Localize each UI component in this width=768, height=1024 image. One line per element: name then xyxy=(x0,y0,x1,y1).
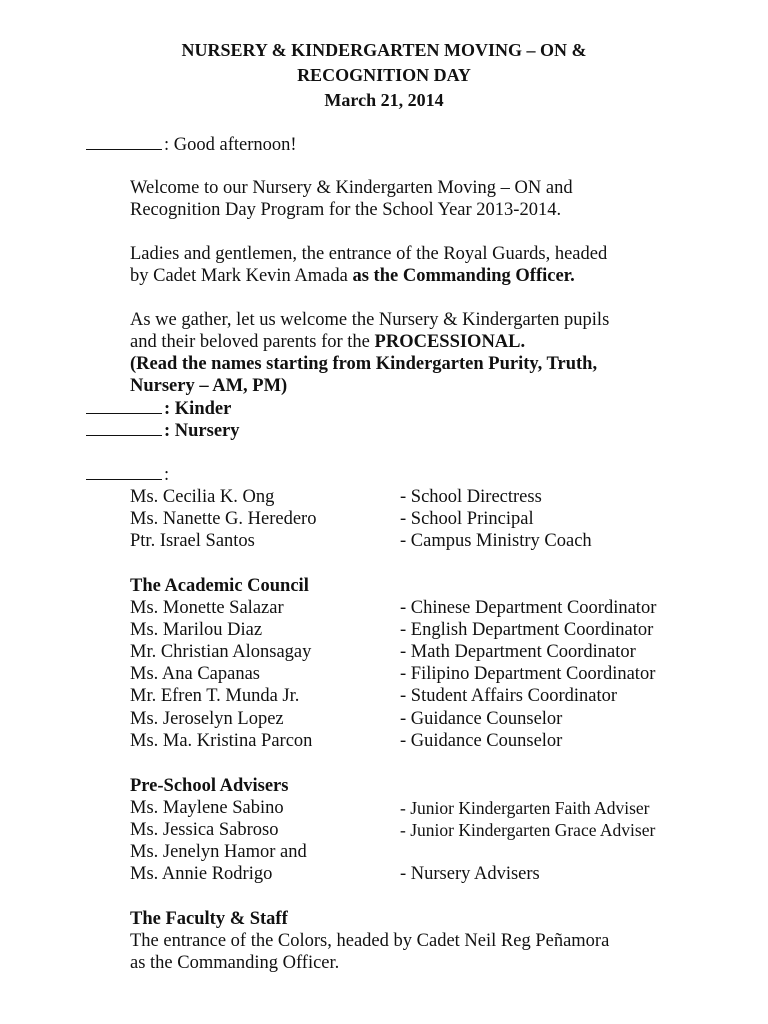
gather-line-1: As we gather, let us welcome the Nursery & Kindergarten pupils xyxy=(130,310,610,330)
adviser-name: Ms. Jenelyn Hamor and xyxy=(130,842,307,862)
council-member-name: Mr. Efren T. Munda Jr. xyxy=(130,686,300,706)
title-line-1: NURSERY & KINDERGARTEN MOVING – ON & xyxy=(181,40,587,60)
processional-note-2: Nursery – AM, PM) xyxy=(130,376,288,396)
council-member-name: Ms. Ma. Kristina Parcon xyxy=(130,731,313,751)
colors-line-2: as the Commanding Officer. xyxy=(130,953,340,973)
official-role: - Campus Ministry Coach xyxy=(400,531,592,551)
blank-line xyxy=(86,399,162,414)
official-role: - School Principal xyxy=(400,509,534,529)
processional-note-1: (Read the names starting from Kindergarten Purity, Truth, xyxy=(130,354,598,374)
council-member-name: Mr. Christian Alonsagay xyxy=(130,642,312,662)
council-member-role: - English Department Coordinator xyxy=(400,620,654,640)
faculty-heading: The Faculty & Staff xyxy=(130,909,288,929)
council-member-role: - Guidance Counselor xyxy=(400,709,563,729)
adviser-name: Ms. Annie Rodrigo xyxy=(130,864,273,884)
official-name: Ms. Cecilia K. Ong xyxy=(130,487,275,507)
greeting-line: : Good afternoon! xyxy=(86,134,297,156)
colors-line-1: The entrance of the Colors, headed by Cadet Neil Reg Peñamora xyxy=(130,931,610,951)
blank-line xyxy=(86,465,162,480)
welcome-line-1: Welcome to our Nursery & Kindergarten Moving – ON and xyxy=(130,178,573,198)
council-member-role: - Math Department Coordinator xyxy=(400,642,636,662)
academic-council-heading: The Academic Council xyxy=(130,576,309,596)
council-member-role: - Filipino Department Coordinator xyxy=(400,664,656,684)
blank-line xyxy=(86,421,162,436)
adviser-role: - Junior Kindergarten Faith Adviser xyxy=(400,798,650,818)
adviser-role: - Nursery Advisers xyxy=(400,864,540,884)
council-member-name: Ms. Ana Capanas xyxy=(130,664,260,684)
advisers-heading: Pre-School Advisers xyxy=(130,776,289,796)
adviser-name: Ms. Jessica Sabroso xyxy=(130,820,279,840)
guards-line-1: Ladies and gentlemen, the entrance of the Royal Guards, headed xyxy=(130,244,608,264)
title-line-2: RECOGNITION DAY xyxy=(297,65,471,85)
officials-blank-line: : xyxy=(86,464,169,486)
blank-line xyxy=(86,135,162,150)
official-name: Ms. Nanette G. Heredero xyxy=(130,509,317,529)
council-member-name: Ms. Monette Salazar xyxy=(130,598,284,618)
adviser-role: - Junior Kindergarten Grace Adviser xyxy=(400,820,656,840)
council-member-role: - Student Affairs Coordinator xyxy=(400,686,618,706)
council-member-name: Ms. Jeroselyn Lopez xyxy=(130,709,284,729)
adviser-name: Ms. Maylene Sabino xyxy=(130,798,284,818)
council-member-role: - Chinese Department Coordinator xyxy=(400,598,657,618)
welcome-line-2: Recognition Day Program for the School Year 2013-2014. xyxy=(130,200,562,220)
nursery-line: : Nursery xyxy=(86,420,240,442)
official-role: - School Directress xyxy=(400,487,542,507)
guards-line-2: by Cadet Mark Kevin Amada as the Commanding Officer. xyxy=(130,266,575,286)
gather-line-2: and their beloved parents for the PROCESSIONAL. xyxy=(130,332,526,352)
kinder-line: : Kinder xyxy=(86,398,231,420)
event-date: March 21, 2014 xyxy=(324,90,444,110)
official-name: Ptr. Israel Santos xyxy=(130,531,255,551)
council-member-name: Ms. Marilou Diaz xyxy=(130,620,263,640)
council-member-role: - Guidance Counselor xyxy=(400,731,563,751)
